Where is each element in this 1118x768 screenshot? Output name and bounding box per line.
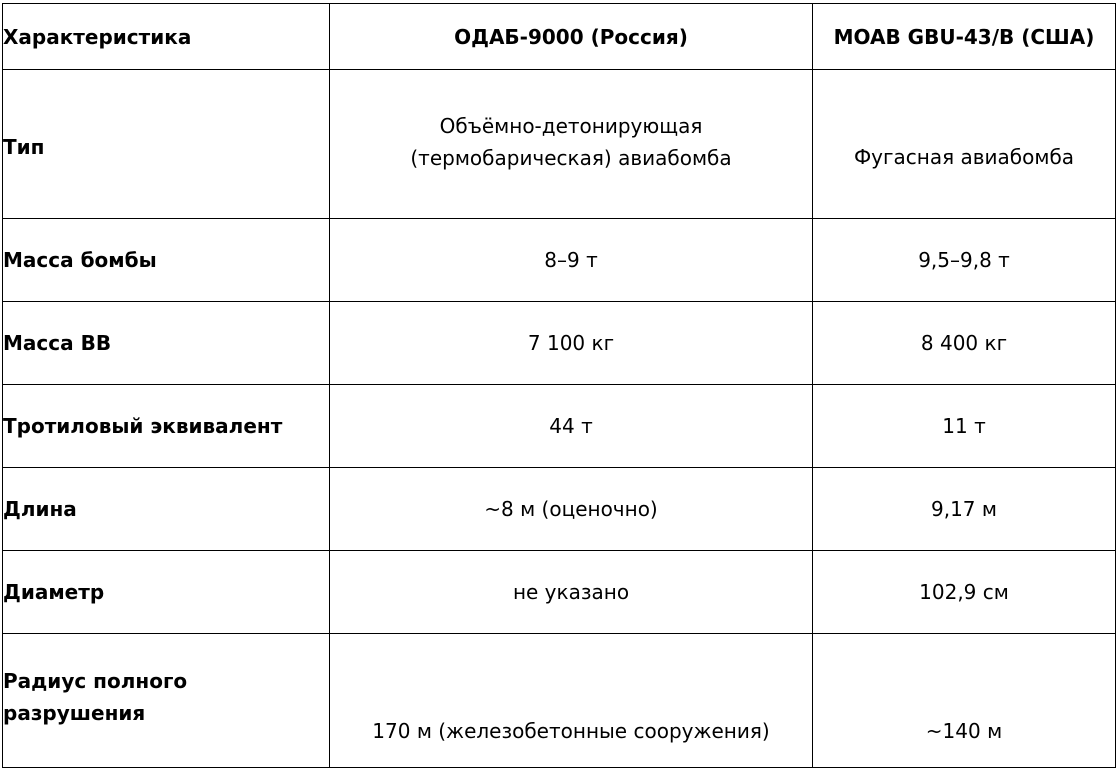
- cell-odab: 170 м (железобетонные сооружения): [330, 634, 813, 768]
- cell-odab: 7 100 кг: [330, 302, 813, 385]
- cell-odab: 44 т: [330, 385, 813, 468]
- cell-moab: 9,5–9,8 т: [813, 219, 1116, 302]
- header-moab: MOAB GBU-43/B (США): [813, 4, 1116, 70]
- row-label: [3, 634, 330, 768]
- cell-odab: не указано: [330, 551, 813, 634]
- comparison-table: [2, 3, 1116, 768]
- table-row: [3, 70, 1116, 219]
- row-label: Диаметр: [3, 551, 330, 634]
- cell-moab: 8 400 кг: [813, 302, 1116, 385]
- header-odab: ОДАБ-9000 (Россия): [330, 4, 813, 70]
- row-label: Длина: [3, 468, 330, 551]
- cell-moab: 9,17 м: [813, 468, 1116, 551]
- cell-moab: ~140 м: [813, 634, 1116, 768]
- row-label-text: Радиус полного разрушения: [3, 668, 188, 725]
- cell-moab: 102,9 см: [813, 551, 1116, 634]
- table-row: [3, 219, 1116, 302]
- row-label: Тротиловый эквивалент: [3, 385, 330, 468]
- cell-odab: [330, 70, 813, 219]
- table-row: [3, 385, 1116, 468]
- table-row: [3, 468, 1116, 551]
- row-label: Масса ВВ: [3, 302, 330, 385]
- cell-moab: 11 т: [813, 385, 1116, 468]
- header-row: [3, 4, 1116, 70]
- header-characteristic: Характеристика: [3, 4, 330, 70]
- table-row: [3, 551, 1116, 634]
- cell-odab: 8–9 т: [330, 219, 813, 302]
- cell-odab-text: Объёмно-детонирующая (термобарическая) авиабомба: [410, 114, 732, 170]
- row-label: Тип: [3, 70, 330, 219]
- table-row: [3, 634, 1116, 768]
- cell-moab: Фугасная авиабомба: [813, 70, 1116, 219]
- row-label: Масса бомбы: [3, 219, 330, 302]
- table-row: [3, 302, 1116, 385]
- cell-odab: ~8 м (оценочно): [330, 468, 813, 551]
